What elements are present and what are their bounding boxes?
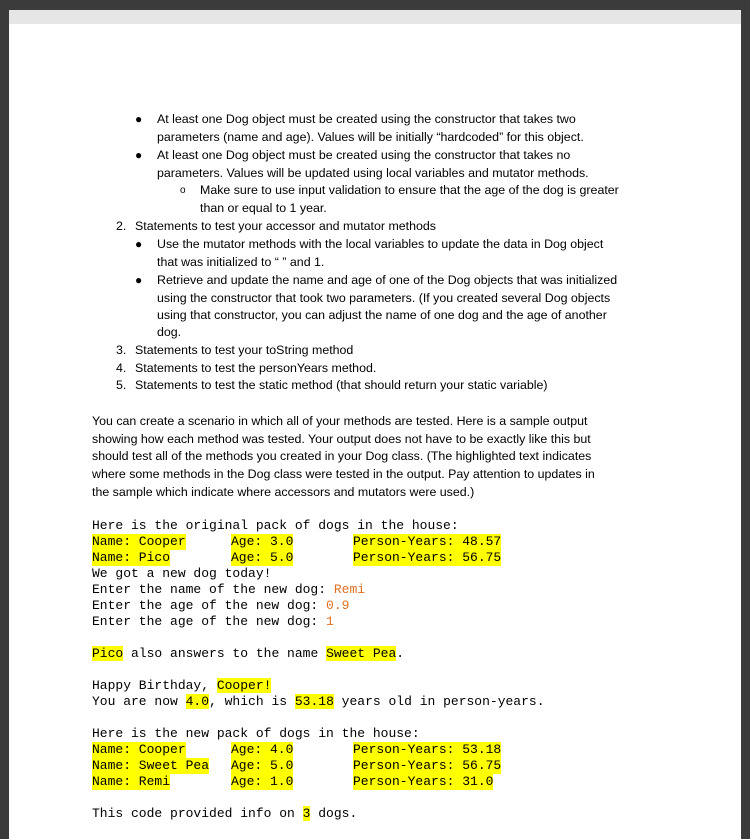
page-gap [0, 10, 750, 24]
output-line [92, 646, 404, 662]
paragraph-line: where some methods in the Dog class were tested in the output. Pay attention to updates in [92, 467, 595, 481]
sub-bullet-text: than or equal to 1 year. [200, 201, 327, 215]
list-item-text: Statements to test the static method (that should return your static variable) [135, 378, 548, 392]
dog-name: Name: Remi [92, 774, 171, 789]
left-border [0, 10, 9, 839]
dog-name: Name: Pico [92, 550, 171, 565]
dog-age: Age: 3.0 [231, 534, 294, 549]
dog-age: Age: 5.0 [231, 550, 294, 565]
dog-person-years: Person-Years: 56.75 [353, 758, 502, 773]
new-name: Sweet Pea [326, 646, 397, 661]
user-input: 1 [326, 614, 334, 629]
prompt-text: Enter the name of the new dog: [92, 582, 334, 597]
list-number: 4. [116, 361, 127, 375]
bullet-icon: ● [135, 148, 143, 162]
bday-name: Cooper! [216, 678, 272, 693]
bullet-text: At least one Dog object must be created using the constructor that takes no [157, 148, 571, 162]
list-number: 2. [116, 219, 127, 233]
paragraph-line: should test all of the methods you created in your Dog class. (The highlighted text indicates [92, 449, 592, 463]
dog-name: Name: Sweet Pea [92, 758, 210, 773]
output-header: Here is the new pack of dogs in the house: [92, 726, 420, 741]
bullet-text: dog. [157, 325, 182, 339]
dog-person-years: Person-Years: 56.75 [353, 550, 502, 565]
bullet-text: using the constructor that took two parameters. (If you created several Dog objects [157, 291, 611, 305]
bullet-text: At least one Dog object must be created using the constructor that takes two [157, 112, 576, 126]
right-border [741, 10, 750, 839]
bullet-icon: ● [135, 273, 143, 287]
dog-person-years: Person-Years: 31.0 [353, 774, 494, 789]
user-input: Remi [333, 582, 366, 597]
output-text: dogs. [310, 806, 358, 821]
dog-person-years: Person-Years: 53.18 [353, 742, 502, 757]
dog-count: 3 [302, 806, 311, 821]
paragraph-line: the sample which indicate where accessors and mutators were used.) [92, 485, 475, 499]
bullet-icon: ● [135, 112, 143, 126]
list-item-text: Statements to test your toString method [135, 343, 354, 357]
bullet-text: Retrieve and update the name and age of one of the Dog objects that was initialized [157, 273, 618, 287]
output-line: We got a new dog today! [92, 566, 272, 581]
sub-bullet-icon: o [180, 185, 186, 196]
person-years-value: 53.18 [294, 694, 334, 709]
bullet-text: Use the mutator methods with the local variables to update the data in Dog object [157, 237, 604, 251]
dog-name: Name: Cooper [92, 534, 186, 549]
output-header: Here is the original pack of dogs in the house: [92, 518, 459, 533]
output-line [92, 598, 349, 614]
dog-age: Age: 5.0 [231, 758, 294, 773]
dog-name: Name: Cooper [92, 742, 186, 757]
dog-age: Age: 1.0 [231, 774, 294, 789]
output-text: This code provided info on [92, 806, 303, 821]
bullet-text: that was initialized to “ ” and 1. [157, 255, 325, 269]
window-top-bar [0, 0, 750, 10]
list-number: 5. [116, 378, 127, 392]
list-number: 3. [116, 343, 127, 357]
list-item-text: Statements to test your accessor and mutator methods [135, 219, 436, 233]
dog-age: Age: 4.0 [231, 742, 294, 757]
output-text: , which is [209, 694, 295, 709]
dog-person-years: Person-Years: 48.57 [353, 534, 502, 549]
prompt-text: Enter the age of the new dog: [92, 598, 327, 613]
output-text: You are now [92, 694, 186, 709]
bullet-text: parameters (name and age). Values will be initially “hardcoded” for this object. [157, 130, 584, 144]
list-item-text: Statements to test the personYears method. [135, 361, 377, 375]
output-text: years old in person-years. [333, 694, 545, 709]
output-text: . [396, 646, 405, 661]
user-input: 0.9 [326, 598, 350, 613]
output-line [92, 614, 334, 630]
old-name: Pico [92, 646, 124, 661]
output-line [92, 694, 545, 710]
paragraph-line: showing how each method was tested. Your output does not have to be exactly like this but [92, 432, 591, 446]
bullet-text: parameters. Values will be updated using local variables and mutator methods. [157, 166, 589, 180]
output-line [92, 582, 365, 598]
bullet-text: using that constructor, you can adjust the name of one dog and the age of another [157, 308, 607, 322]
output-line [92, 678, 271, 694]
output-text: also answers to the name [123, 646, 327, 661]
sub-bullet-text: Make sure to use input validation to ensure that the age of the dog is greater [200, 183, 619, 197]
output-line [92, 806, 357, 822]
output-text: Happy Birthday, [92, 678, 217, 693]
bullet-icon: ● [135, 237, 143, 251]
paragraph-line: You can create a scenario in which all of your methods are tested. Here is a sample output [92, 414, 588, 428]
prompt-text: Enter the age of the new dog: [92, 614, 327, 629]
age-value: 4.0 [185, 694, 210, 709]
